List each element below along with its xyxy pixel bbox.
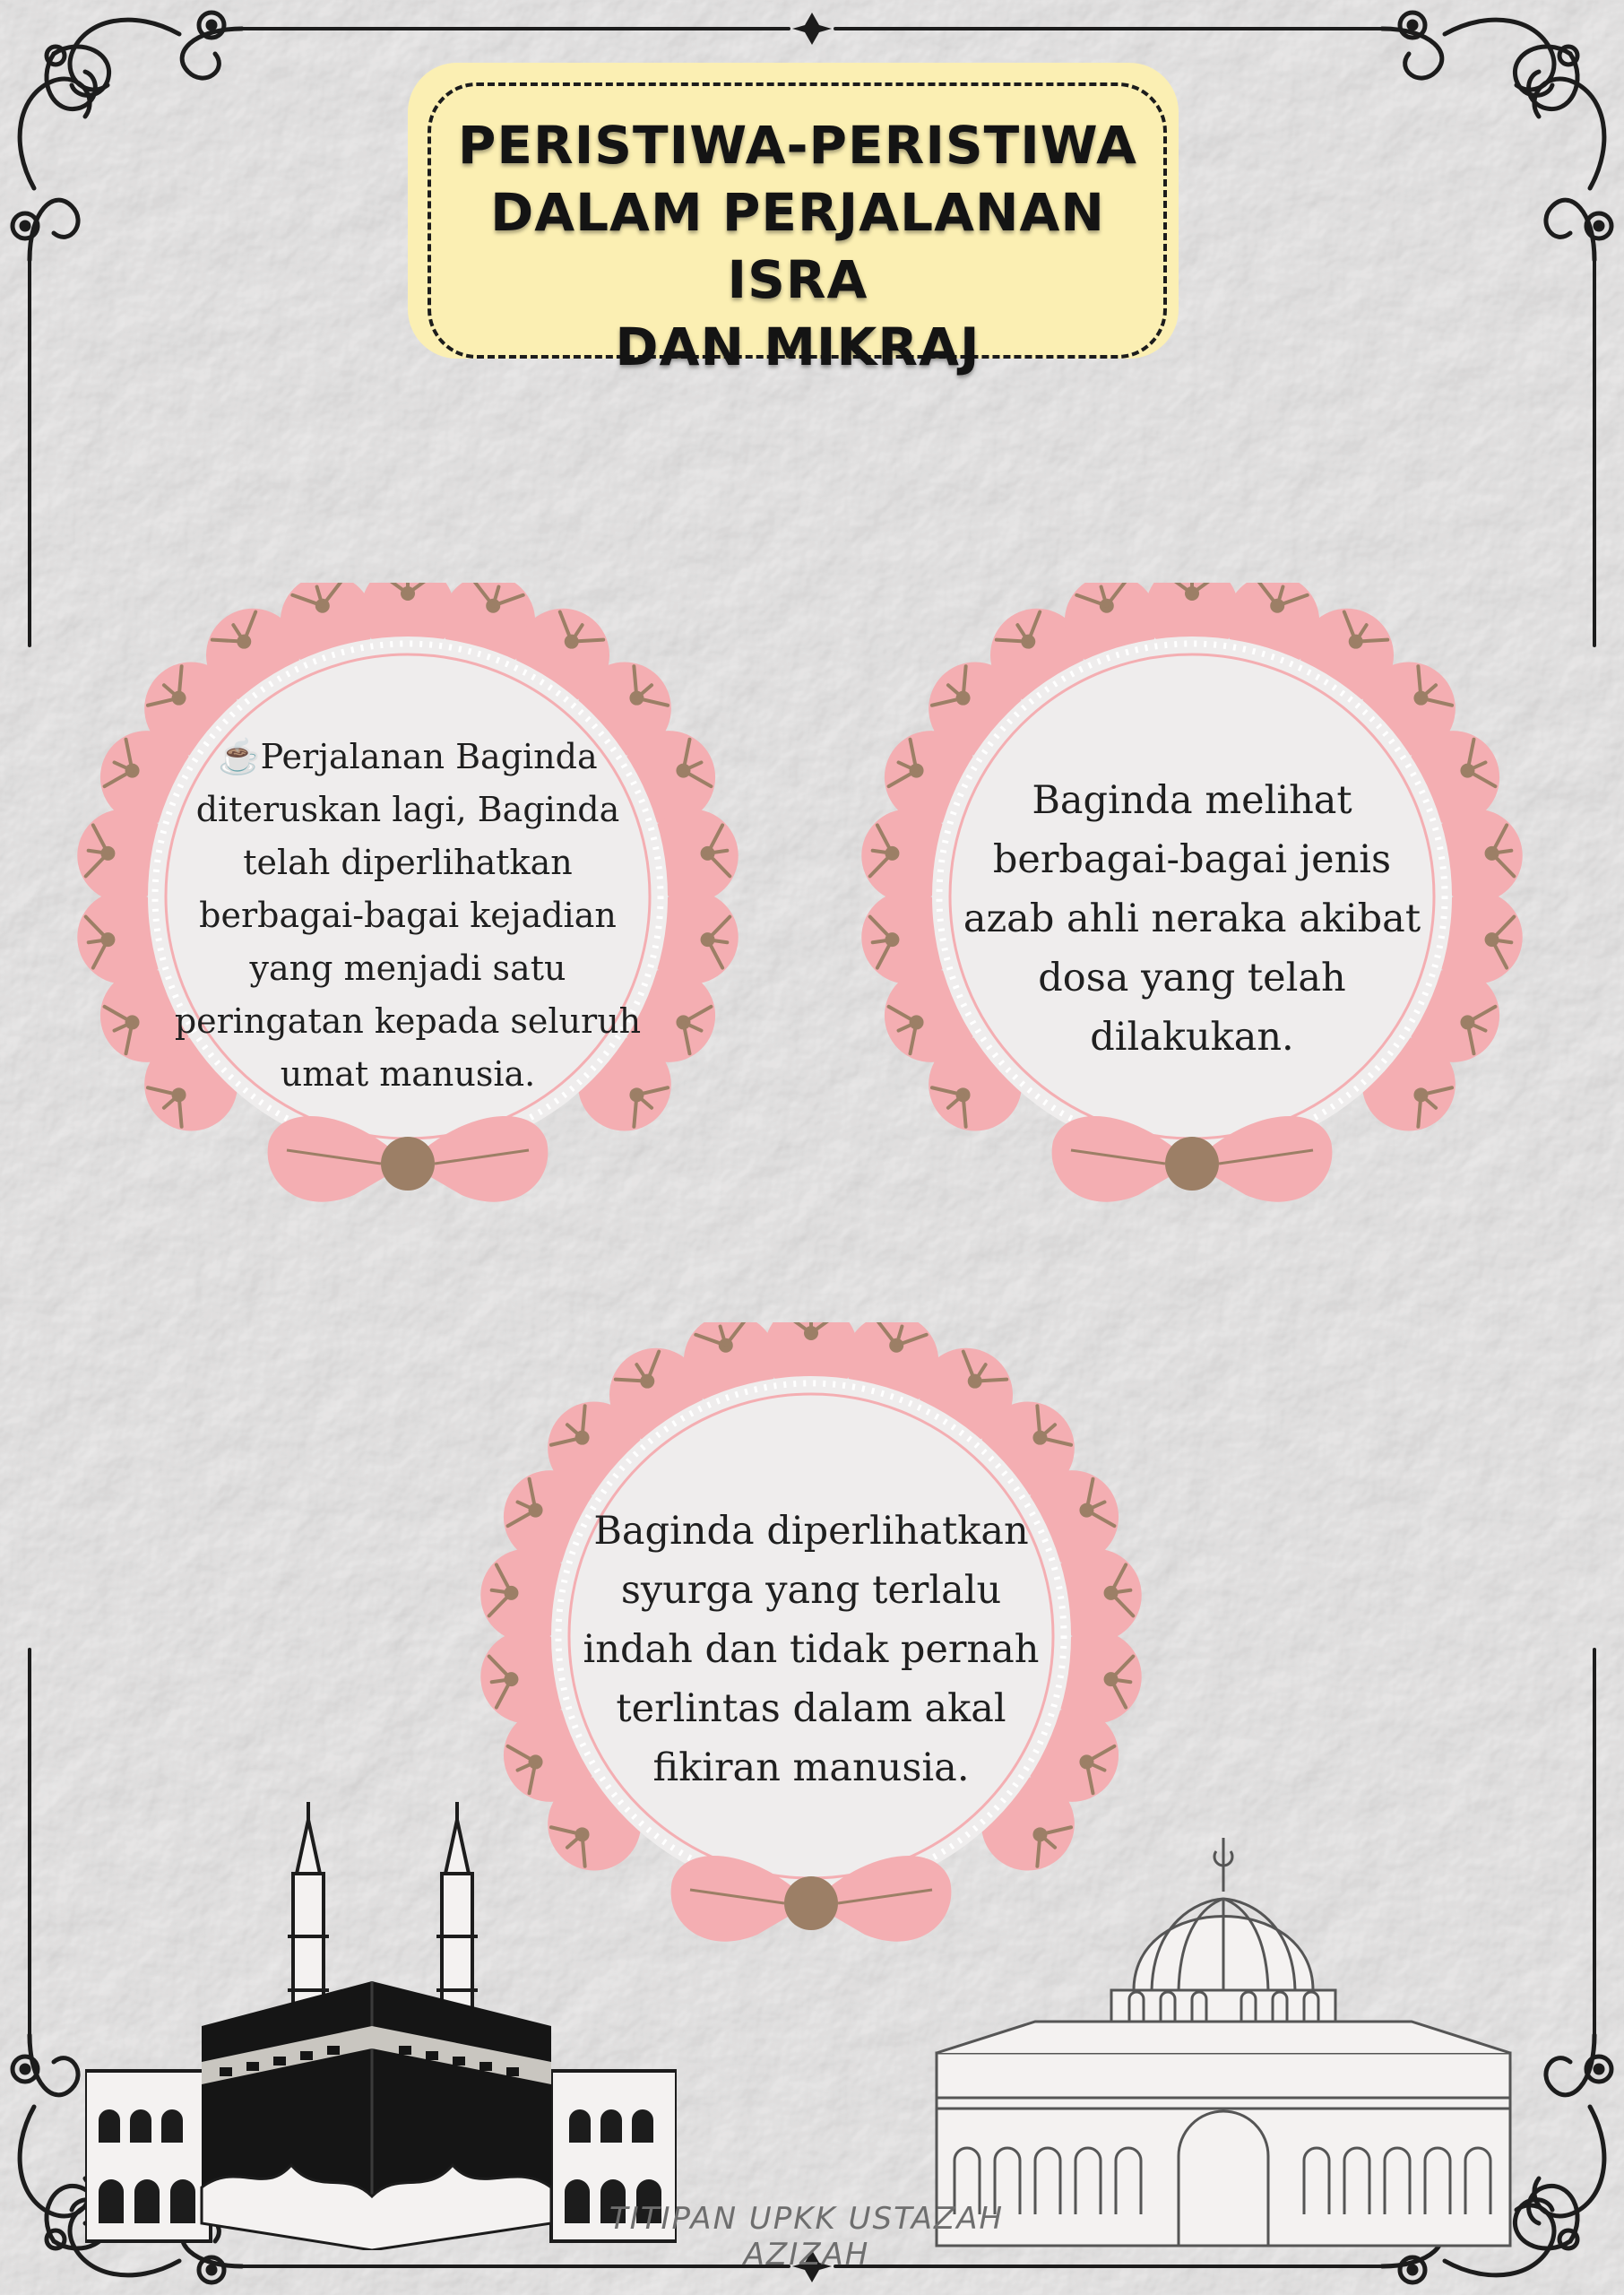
card-line: diteruskan lagi, Baginda [195, 790, 620, 829]
dome-of-the-rock-illustration [928, 1838, 1519, 2250]
card-line: azab ahli neraka akibat [963, 896, 1421, 941]
card-line: berbagai-bagai kejadian [199, 896, 617, 935]
title-line-1: PERISTIWA-PERISTIWA [457, 115, 1138, 176]
kaaba-illustration [85, 1802, 677, 2250]
page-title [426, 112, 1170, 381]
card-line: indah dan tidak pernah [583, 1627, 1040, 1672]
card-line: dosa yang telah [1038, 956, 1346, 1000]
card-line: terlintas dalam akal [616, 1686, 1006, 1731]
card-line: yang menjadi satu [249, 948, 566, 988]
card-text [574, 1502, 1049, 1797]
footer-credit: TITIPAN UPKK USTAZAH AZIZAH [609, 2201, 1005, 2273]
card-line: Baginda diperlihatkan [593, 1509, 1029, 1554]
wreath-card-1 [76, 583, 739, 1228]
card-line: syurga yang terlalu [620, 1568, 1002, 1613]
card-line: Baginda melihat [1032, 778, 1352, 823]
wreath-card-2 [860, 583, 1524, 1228]
card-line: telah diperlihatkan [243, 843, 573, 882]
card-line: fikiran manusia. [652, 1745, 970, 1790]
card-line: ☕Perjalanan Baginda [218, 737, 598, 776]
title-banner [408, 63, 1188, 377]
card-text [955, 771, 1430, 1067]
card-line: berbagai-bagai jenis [992, 837, 1392, 882]
card-text [170, 731, 645, 1101]
card-line: peringatan kepada seluruh [174, 1001, 642, 1041]
title-line-3: DAN MIKRAJ [615, 316, 980, 377]
title-line-2: DALAM PERJALANAN ISRA [490, 182, 1105, 310]
card-line: umat manusia. [280, 1054, 536, 1094]
card-line: dilakukan. [1090, 1015, 1294, 1060]
